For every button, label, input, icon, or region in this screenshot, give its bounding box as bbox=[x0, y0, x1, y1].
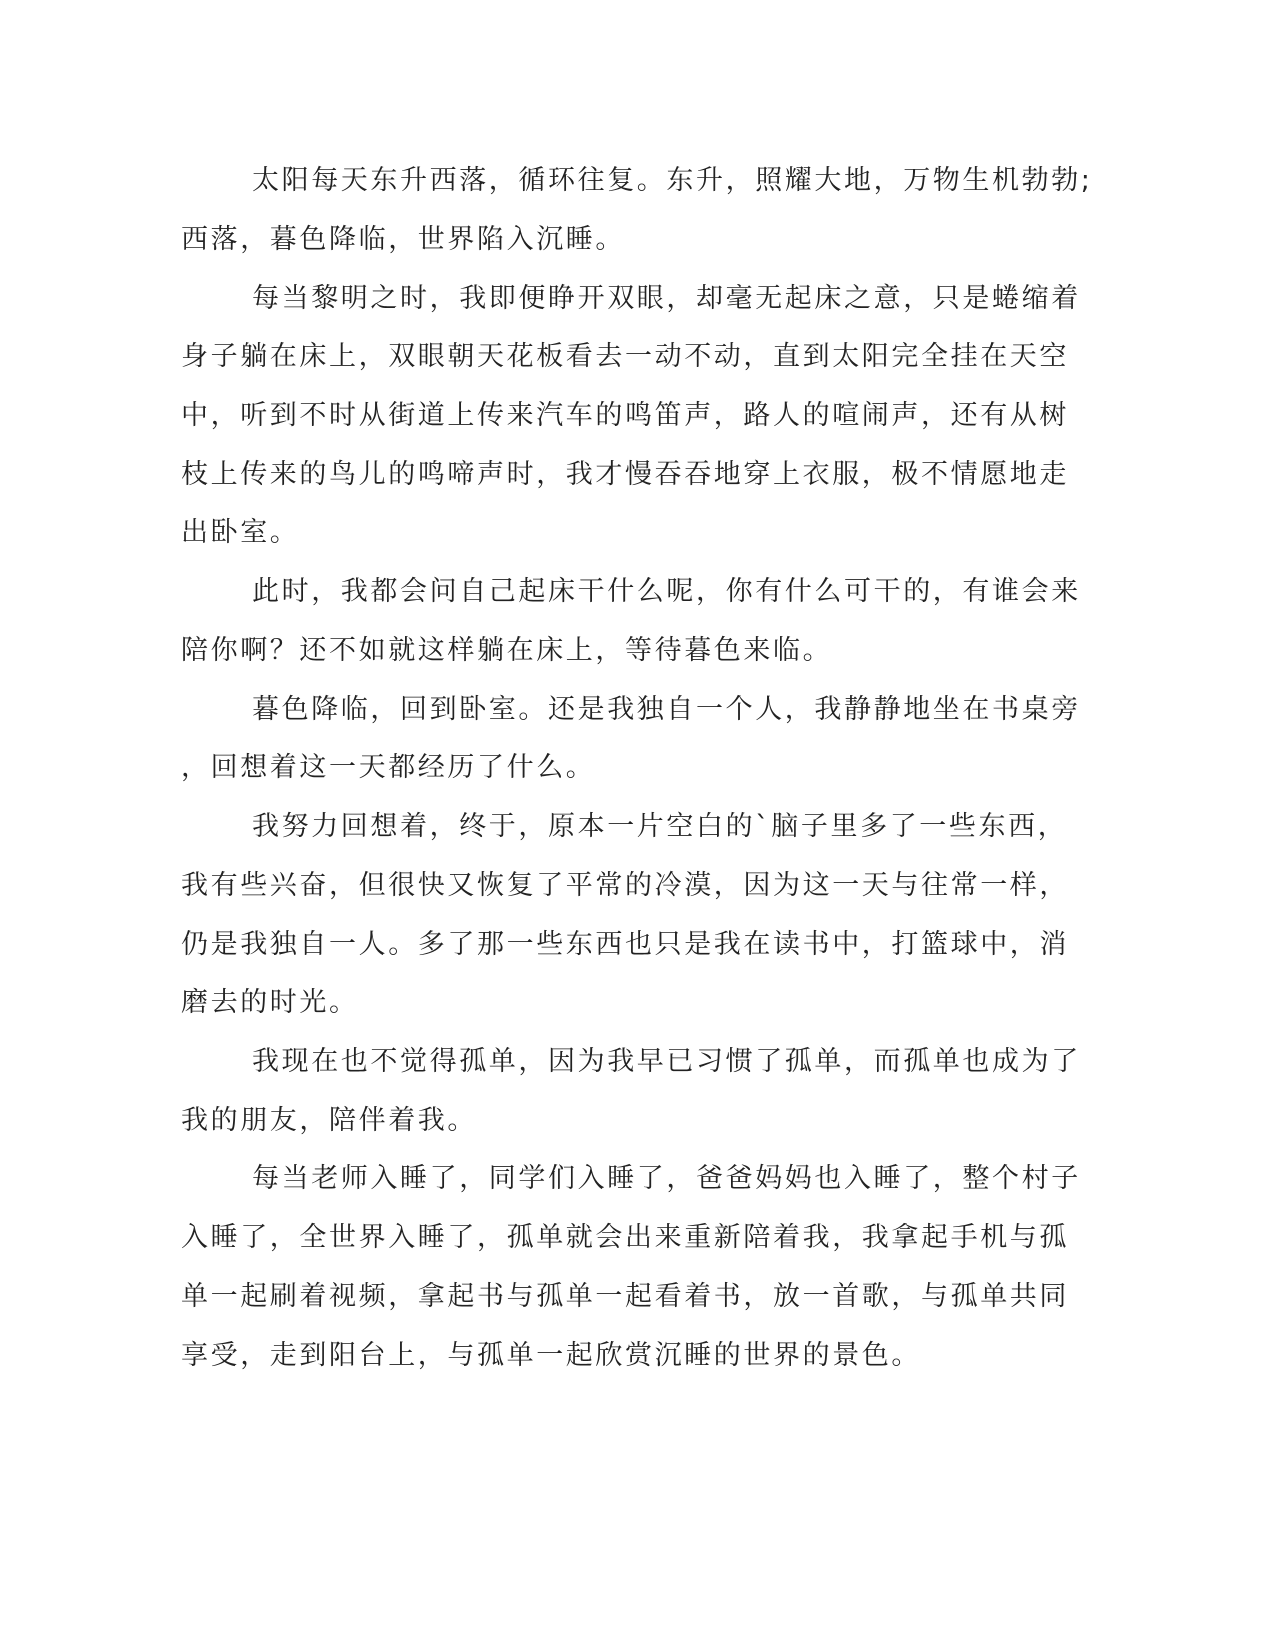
text-line: 此时，我都会问自己起床干什么呢，你有什么可干的，有谁会来 bbox=[252, 576, 1081, 607]
text-line: 每当黎明之时，我即便睁开双眼，却毫无起床之意，只是蜷缩着 bbox=[252, 283, 1081, 314]
text-line: 陪你啊？还不如就这样躺在床上，等待暮色来临。 bbox=[181, 635, 833, 666]
text-line: 入睡了，全世界入睡了，孤单就会出来重新陪着我，我拿起手机与孤 bbox=[181, 1222, 1069, 1253]
text-line: 我的朋友，陪伴着我。 bbox=[181, 1105, 477, 1136]
text-line: 中，听到不时从街道上传来汽车的鸣笛声，路人的喧闹声，还有从树 bbox=[181, 400, 1069, 431]
text-line: 仍是我独自一人。多了那一些东西也只是我在读书中，打篮球中，消 bbox=[181, 929, 1069, 960]
text-line: 磨去的时光。 bbox=[181, 987, 359, 1018]
text-line: ，回想着这一天都经历了什么。 bbox=[181, 752, 596, 783]
text-line: 身子躺在床上，双眼朝天花板看去一动不动，直到太阳完全挂在天空 bbox=[181, 341, 1069, 372]
text-line: 我努力回想着，终于，原本一片空白的`脑子里多了一些东西， bbox=[252, 811, 1068, 842]
text-line: 我有些兴奋，但很快又恢复了平常的冷漠，因为这一天与往常一样， bbox=[181, 870, 1069, 901]
text-line: 每当老师入睡了，同学们入睡了，爸爸妈妈也入睡了，整个村子 bbox=[252, 1163, 1081, 1194]
text-line: 枝上传来的鸟儿的鸣啼声时，我才慢吞吞地穿上衣服，极不情愿地走 bbox=[181, 459, 1069, 490]
text-line: 暮色降临，回到卧室。还是我独自一个人，我静静地坐在书桌旁 bbox=[252, 694, 1081, 725]
text-line: 太阳每天东升西落，循环往复。东升，照耀大地，万物生机勃勃; bbox=[252, 165, 1093, 196]
text-line: 我现在也不觉得孤单，因为我早已习惯了孤单，而孤单也成为了 bbox=[252, 1046, 1081, 1077]
text-line: 西落，暮色降临，世界陷入沉睡。 bbox=[181, 224, 625, 255]
text-line: 享受，走到阳台上，与孤单一起欣赏沉睡的世界的景色。 bbox=[181, 1340, 921, 1371]
text-line: 单一起刷着视频，拿起书与孤单一起看着书，放一首歌，与孤单共同 bbox=[181, 1281, 1069, 1312]
text-line: 出卧室。 bbox=[181, 517, 300, 548]
